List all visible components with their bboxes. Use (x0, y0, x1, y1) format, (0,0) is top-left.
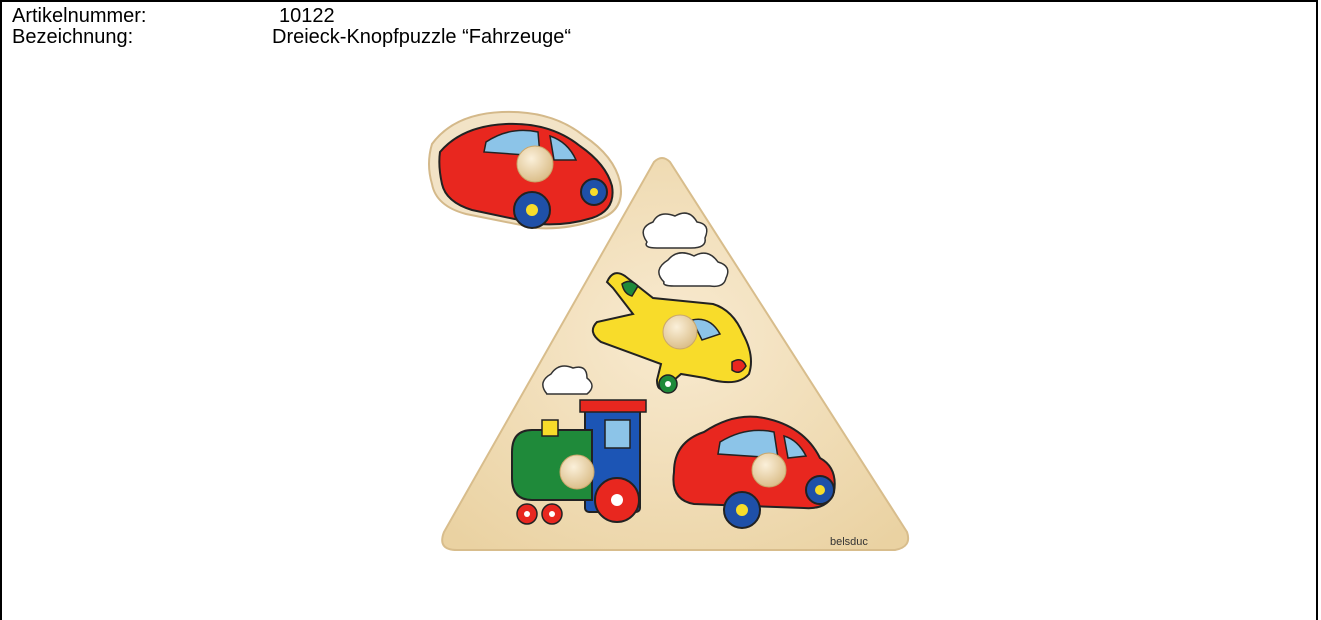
article-name-label: Bezeichnung: (12, 26, 134, 48)
article-number-row (12, 5, 335, 27)
article-number-label: Artikelnummer: (12, 5, 147, 27)
article-name-row (12, 26, 571, 48)
car-piece-loose (429, 112, 621, 228)
brand-mark: belsduc (830, 536, 868, 548)
article-number-value: 10122 (279, 5, 335, 27)
product-photo (422, 100, 942, 560)
article-name-value: Dreieck-Knopfpuzzle “Fahrzeuge“ (272, 26, 572, 48)
